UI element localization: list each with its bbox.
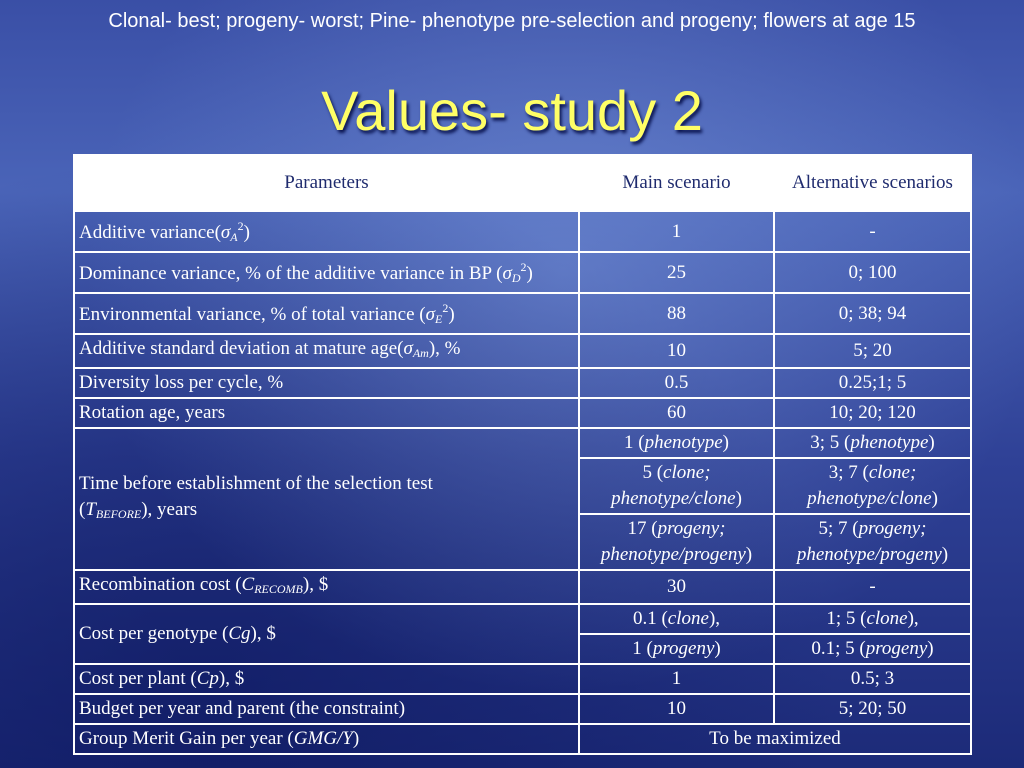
table-row <box>74 211 971 252</box>
main-value: 10 <box>579 694 774 724</box>
header-main-scenario: Main scenario <box>579 155 774 211</box>
row-label: Cost per plant (Cp), $ <box>74 664 579 694</box>
main-value: 0.5 <box>579 368 774 398</box>
alt-value: 3; 5 (phenotype) <box>774 428 971 458</box>
row-label: Diversity loss per cycle, % <box>74 368 579 398</box>
row-label: Budget per year and parent (the constraint) <box>74 694 579 724</box>
alt-value: 5; 20; 50 <box>774 694 971 724</box>
table-row <box>74 368 971 398</box>
merged-value: To be maximized <box>579 724 971 754</box>
table-header-row <box>74 155 971 211</box>
row-label: Dominance variance, % of the additive variance in BP $(\sigma_D^2)$ <box>74 252 579 293</box>
table-row <box>74 293 971 334</box>
alt-value: 10; 20; 120 <box>774 398 971 428</box>
row-label: Recombination cost $(C_{RECOMB})$, $ <box>74 570 579 604</box>
table-row <box>74 428 971 458</box>
main-value: 1 <box>579 211 774 252</box>
main-value: 25 <box>579 252 774 293</box>
alt-value: - <box>774 211 971 252</box>
main-value: 5 (clone; phenotype/clone) <box>579 458 774 514</box>
alt-value: 3; 7 (clone; phenotype/clone) <box>774 458 971 514</box>
main-value: 30 <box>579 570 774 604</box>
alt-value: 0.5; 3 <box>774 664 971 694</box>
main-value: 0.1 (clone), <box>579 604 774 634</box>
header-alternative-scenarios: Alternative scenarios <box>774 155 971 211</box>
main-value: 1 (progeny) <box>579 634 774 664</box>
table-row <box>74 252 971 293</box>
table-row <box>74 604 971 634</box>
row-label: Environmental variance, % of total variance $(\sigma_E^2)$ <box>74 293 579 334</box>
row-label: Group Merit Gain per year (GMG/Y) <box>74 724 579 754</box>
row-label: Additive standard deviation at mature $age(\sigma_{Am})$, % <box>74 334 579 368</box>
main-value: 10 <box>579 334 774 368</box>
table-row <box>74 570 971 604</box>
slide-subtitle: Clonal- best; progeny- worst; Pine- phenotype pre-selection and progeny; flowers at age 15 <box>108 10 916 32</box>
table-row <box>74 664 971 694</box>
table-row <box>74 398 971 428</box>
row-label: Time before establishment of the selection test $(T_{BEFORE})$, years <box>74 428 579 570</box>
alt-value: 0.25;1; 5 <box>774 368 971 398</box>
main-value: 1 <box>579 664 774 694</box>
row-label: Additive $variance(\sigma_A^2)$ <box>74 211 579 252</box>
alt-value: 0; 38; 94 <box>774 293 971 334</box>
row-label: Cost per genotype (Cg), $ <box>74 604 579 664</box>
main-value: 60 <box>579 398 774 428</box>
alt-value: 5; 7 (progeny; phenotype/progeny) <box>774 514 971 570</box>
table-row <box>74 724 971 754</box>
table-row <box>74 334 971 368</box>
row-label: Rotation age, years <box>74 398 579 428</box>
main-value: 1 (phenotype) <box>579 428 774 458</box>
main-value: 88 <box>579 293 774 334</box>
alt-value: 0; 100 <box>774 252 971 293</box>
header-parameters: Parameters <box>74 155 579 211</box>
alt-value: 1; 5 (clone), <box>774 604 971 634</box>
slide-title: Values- study 2 <box>321 79 703 142</box>
alt-value: 0.1; 5 (progeny) <box>774 634 971 664</box>
parameters-table <box>73 154 972 755</box>
table-row <box>74 694 971 724</box>
alt-value: 5; 20 <box>774 334 971 368</box>
alt-value: - <box>774 570 971 604</box>
main-value: 17 (progeny; phenotype/progeny) <box>579 514 774 570</box>
